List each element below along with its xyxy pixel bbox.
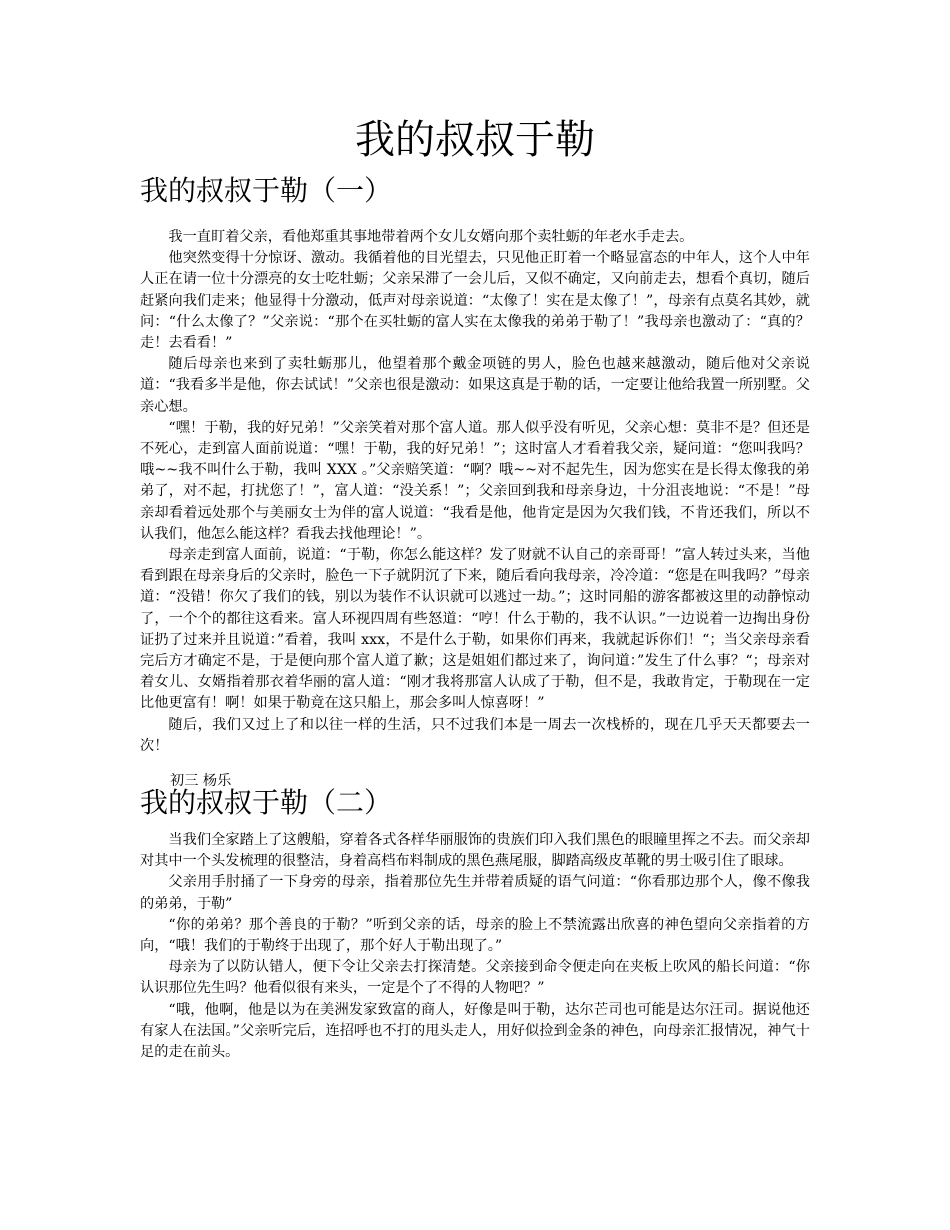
section-2-body bbox=[140, 830, 810, 1063]
section-heading-2: 我的叔叔于勒（二） bbox=[140, 786, 393, 819]
paragraph: “嘿！于勒，我的好兄弟！”父亲笑着对那个富人道。那人似乎没有听见，父亲心想：莫非不是？但还是不死心，走到富人面前说道：“嘿！于勒，我的好兄弟！”；这时富人才看着我父亲，疑问道：“您叫我吗？哦~~我不叫什么于勒，我叫 XXX 。”父亲赔笑道：“啊？哦~~对不起先生，因为您实在是长得太像我的弟弟了，对不起，打扰您了！”，富人道：“没关系！”；父亲回到我和母亲身边，十分沮丧地说：“不是！”母亲却看着远处那个与美丽女士为伴的富人说道：“我看是他，他肯定是因为欠我们钱，不肯还我们，所以不认我们，他怎么能这样？看我去找他理论！”。 bbox=[140, 419, 810, 542]
paragraph: 父亲用手肘捅了一下身旁的母亲，指着那位先生并带着质疑的语气问道：“你看那边那个人，像不像我的弟弟，于勒” bbox=[140, 874, 810, 912]
paragraph: 随后，我们又过上了和以往一样的生活，只不过我们本是一周去一次栈桥的，现在几乎天天都要去一次！ bbox=[140, 716, 810, 754]
author-byline: 初三 杨乐 bbox=[170, 773, 232, 789]
document-title: 我的叔叔于勒 bbox=[355, 117, 595, 163]
paragraph: 随后母亲也来到了卖牡蛎那儿，他望着那个戴金项链的男人，脸色也越来越激动，随后他对父亲说道：“我看多半是他，你去试试！”父亲也很是激动：如果这真是于勒的话，一定要让他给我置一所别墅。父亲心想。 bbox=[140, 356, 810, 415]
paragraph: 母亲走到富人面前，说道：“于勒，你怎么能这样？发了财就不认自己的亲哥哥！”富人转过头来，当他看到跟在母亲身后的父亲时，脸色一下子就阴沉了下来，随后看向我母亲，冷冷道：“您是在叫我吗？”母亲道：“没错！你欠了我们的钱，别以为装作不认识就可以逃过一劫。”；这时同船的游客都被这里的动静惊动了，一个个的都往这看来。富人环视四周有些怒道：“哼！什么于勒的，我不认识。”一边说着一边掏出身份证扔了过来并且说道：”看着，我叫 xxx，不是什么于勒，如果你们再来，我就起诉你们！“；当父亲母亲看完后方才确定不是，于是便向那个富人道了歉；这是姐姐们都过来了，询问道：”发生了什么事？“；母亲对着女儿、女婿指着那衣着华丽的富人道：“刚才我将那富人认成了于勒，但不是，我敢肯定，于勒现在一定比他更富有！啊！如果于勒竟在这只船上，那会多叫人惊喜呀！” bbox=[140, 547, 810, 712]
paragraph: “哦，他啊，他是以为在美洲发家致富的商人，好像是叫于勒，达尔芒司也可能是达尔汪司。据说他还有家人在法国。”父亲听完后，连招呼也不打的甩头走人，用好似捡到金条的神色，向母亲汇报情况，神气十足的走在前头。 bbox=[140, 1001, 810, 1061]
paragraph: 母亲为了以防认错人，便下令让父亲去打探清楚。父亲接到命令便走向在夹板上吹风的船长问道：“你认识那位先生吗？他看似很有来头，一定是个了不得的人物吧？” bbox=[140, 959, 810, 997]
section-1-body bbox=[140, 227, 810, 757]
section-heading-1: 我的叔叔于勒（一） bbox=[140, 174, 393, 207]
paragraph: 他突然变得十分惊讶、激动。我循着他的目光望去，只见他正盯着一个略显富态的中年人，这个人中年人正在请一位十分漂亮的女士吃牡蛎；父亲呆滞了一会儿后，又似不确定，又向前走去，想看个真切，随后赶紧向我们走来；他显得十分激动，低声对母亲说道：“太像了！实在是太像了！”，母亲有点莫名其妙，就问：“什么太像了？”父亲说：“那个在买牡蛎的富人实在太像我的弟弟于勒了！”我母亲也激动了：“真的？走！去看看！” bbox=[140, 250, 810, 352]
paragraph: “你的弟弟？那个善良的于勒？”听到父亲的话，母亲的脸上不禁流露出欣喜的神色望向父亲指着的方向，“哦！我们的于勒终于出现了，那个好人于勒出现了。” bbox=[140, 916, 810, 955]
paragraph: 当我们全家踏上了这艘船，穿着各式各样华丽服饰的贵族们印入我们黑色的眼瞳里挥之不去。而父亲却对其中一个头发梳理的很整洁，身着高档布料制成的黑色燕尾服，脚踏高级皮革靴的男士吸引住了眼球。 bbox=[140, 832, 810, 870]
paragraph: 我一直盯着父亲，看他郑重其事地带着两个女儿女婿向那个卖牡蛎的年老水手走去。 bbox=[168, 229, 694, 245]
